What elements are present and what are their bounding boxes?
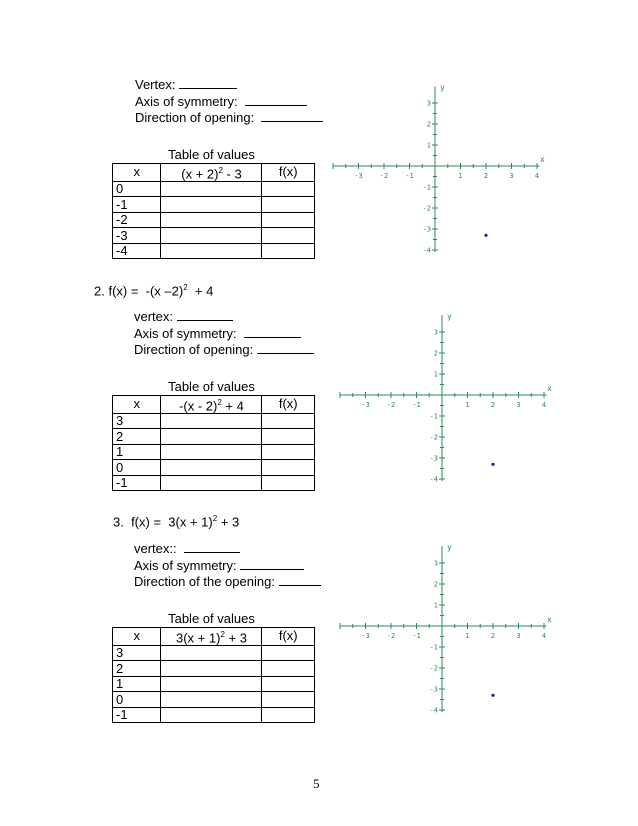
x-tick-label: -1 <box>412 632 421 640</box>
y-tick-label: -1 <box>422 183 431 192</box>
direction-prompt: Direction of the opening: <box>134 573 321 590</box>
plotted-point <box>491 694 494 697</box>
y-tick-label: -1 <box>429 412 438 421</box>
y-tick-label: 1 <box>433 601 438 610</box>
x-axis-label: x <box>540 155 545 164</box>
column-header: x <box>113 163 161 181</box>
x-value-cell: -1 <box>113 707 161 723</box>
direction-prompt: Direction of opening: <box>134 341 314 358</box>
table-caption: Table of values <box>168 379 255 395</box>
x-tick-label: -1 <box>405 172 414 180</box>
x-value-cell: 2 <box>113 661 161 677</box>
x-axis-label: x <box>547 384 552 393</box>
y-tick-label: -4 <box>429 475 438 484</box>
x-value-cell: 3 <box>113 413 161 429</box>
y-tick-label: -1 <box>429 643 438 652</box>
x-tick-label: 2 <box>483 172 489 180</box>
y-tick-label: 2 <box>433 580 438 589</box>
page-number: 5 <box>313 776 320 791</box>
x-value-cell: 3 <box>113 645 161 661</box>
x-tick-label: 4 <box>541 401 547 409</box>
x-value-cell: -3 <box>113 228 161 244</box>
table-caption: Table of values <box>168 147 255 163</box>
x-value-cell: 1 <box>113 444 161 460</box>
y-axis-label: y <box>440 83 445 93</box>
x-value-cell: -2 <box>113 212 161 228</box>
x-tick-label: 2 <box>490 401 496 409</box>
column-header: x <box>113 627 161 645</box>
x-tick-label: 4 <box>541 632 547 640</box>
column-header: f(x) <box>262 163 315 181</box>
x-tick-label: 3 <box>516 401 521 409</box>
y-axis-label: y <box>447 543 452 553</box>
axis-prompt: Axis of symmetry: <box>134 325 314 342</box>
y-axis-label: y <box>447 312 452 322</box>
y-tick-label: 3 <box>433 559 438 568</box>
column-header: $(x + 2)^2 - 3$ <box>161 163 262 181</box>
axis-prompt: Axis of symmetry: <box>135 93 323 110</box>
problem-2-title: 2. f(x) = -(x –2)$^2$ + 4 <box>94 283 214 299</box>
x-tick-label: -3 <box>361 401 370 409</box>
vertex-prompt: vertex: <box>134 308 314 325</box>
column-header: f(x) <box>262 395 315 413</box>
y-tick-label: 2 <box>426 120 431 129</box>
column-header: -(x - 2)$^2$ + 4 <box>161 395 262 413</box>
y-tick-label: -3 <box>422 225 431 234</box>
x-tick-label: -2 <box>386 401 396 409</box>
y-tick-label: 2 <box>433 349 438 358</box>
y-tick-label: 3 <box>433 328 438 337</box>
x-value-cell: 0 <box>113 692 161 708</box>
vertex-prompt: vertex:: <box>134 540 321 557</box>
x-tick-label: -2 <box>379 172 389 180</box>
column-header: x <box>113 395 161 413</box>
y-tick-label: 1 <box>426 141 431 150</box>
y-tick-label: 3 <box>426 99 431 108</box>
x-value-cell: -4 <box>113 243 161 259</box>
x-tick-label: -2 <box>386 632 396 640</box>
vertex-prompt: Vertex: <box>135 76 323 93</box>
y-tick-label: -4 <box>422 246 431 255</box>
x-value-cell: -1 <box>113 197 161 213</box>
direction-prompt: Direction of opening: <box>135 109 323 126</box>
x-tick-label: -1 <box>412 401 421 409</box>
x-tick-label: 3 <box>509 172 514 180</box>
x-value-cell: 0 <box>113 181 161 197</box>
problem-3-title: 3. $f(x) = 3(x + 1)^2 + 3$ <box>113 514 240 530</box>
table-caption: Table of values <box>168 611 255 627</box>
column-header: $3(x + 1)^2 + 3$ <box>161 627 262 645</box>
axis-prompt: Axis of symmetry: <box>134 557 321 574</box>
y-tick-label: -2 <box>429 433 438 442</box>
x-tick-label: 1 <box>465 632 470 640</box>
y-tick-label: -3 <box>429 454 438 463</box>
x-axis-label: x <box>547 615 552 624</box>
x-value-cell: 1 <box>113 676 161 692</box>
x-tick-label: 1 <box>458 172 463 180</box>
x-tick-label: 3 <box>516 632 521 640</box>
x-tick-label: 1 <box>465 401 470 409</box>
x-tick-label: 2 <box>490 632 496 640</box>
x-tick-label: -3 <box>354 172 363 180</box>
x-value-cell: -1 <box>113 475 161 491</box>
y-tick-label: -4 <box>429 706 438 715</box>
x-tick-label: 4 <box>534 172 540 180</box>
column-header: f(x) <box>262 627 315 645</box>
x-value-cell: 0 <box>113 460 161 476</box>
y-tick-label: 1 <box>433 370 438 379</box>
y-tick-label: -2 <box>429 664 438 673</box>
x-value-cell: 2 <box>113 429 161 445</box>
y-tick-label: -3 <box>429 685 438 694</box>
x-tick-label: -3 <box>361 632 370 640</box>
y-tick-label: -2 <box>422 204 431 213</box>
